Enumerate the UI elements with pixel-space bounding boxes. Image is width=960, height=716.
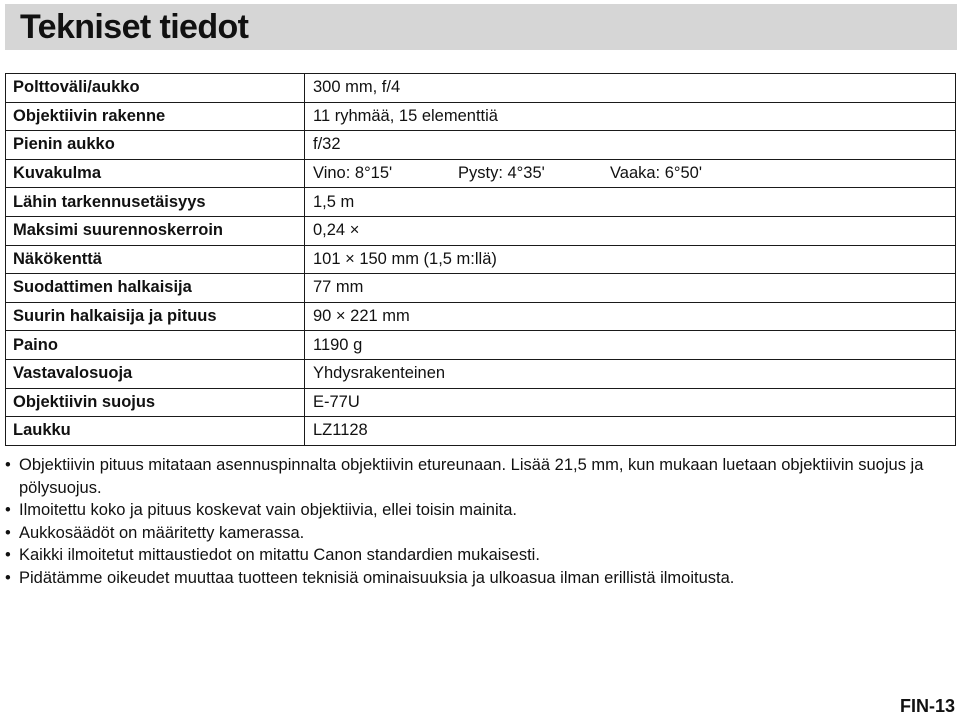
- spec-label: Näkökenttä: [6, 245, 305, 274]
- table-row: [6, 331, 956, 360]
- angle-horizontal: Vaaka: 6°50': [610, 164, 703, 183]
- spec-value: 0,24 ×: [305, 216, 956, 245]
- table-row: [6, 245, 956, 274]
- spec-value: Yhdysrakenteinen: [305, 359, 956, 388]
- table-row: [6, 131, 956, 160]
- table-row: [6, 102, 956, 131]
- table-row: [6, 74, 956, 103]
- spec-value: 101 × 150 mm (1,5 m:llä): [305, 245, 956, 274]
- spec-value: E-77U: [305, 388, 956, 417]
- spec-label: Objektiivin rakenne: [6, 102, 305, 131]
- bullet-icon: •: [5, 501, 11, 519]
- list-item: [5, 454, 955, 499]
- spec-value: 1190 g: [305, 331, 956, 360]
- spec-label: Pienin aukko: [6, 131, 305, 160]
- note-text: Objektiivin pituus mitataan asennuspinnalta objektiivin etureunaan. Lisää 21,5 mm, kun mukaan luetaan objektiivin suojus ja pölysuojus.: [19, 456, 924, 497]
- bullet-icon: •: [5, 546, 11, 564]
- table-row: [6, 274, 956, 303]
- list-item: [5, 544, 955, 567]
- spec-value: LZ1128: [305, 417, 956, 446]
- page-title: Tekniset tiedot: [20, 8, 249, 46]
- bullet-icon: •: [5, 456, 11, 474]
- spec-label: Lähin tarkennusetäisyys: [6, 188, 305, 217]
- table-row: [6, 302, 956, 331]
- spec-label: Paino: [6, 331, 305, 360]
- notes-list: [5, 454, 955, 589]
- spec-value: 300 mm, f/4: [305, 74, 956, 103]
- note-text: Kaikki ilmoitetut mittaustiedot on mitattu Canon standardien mukaisesti.: [19, 546, 540, 564]
- spec-label: Laukku: [6, 417, 305, 446]
- note-text: Aukkosäädöt on määritetty kamerassa.: [19, 523, 305, 542]
- angle-diagonal: Vino: 8°15': [313, 164, 393, 183]
- spec-label: Vastavalosuoja: [6, 359, 305, 388]
- bullet-icon: •: [5, 568, 11, 587]
- table-row: [6, 417, 956, 446]
- note-text: Pidätämme oikeudet muuttaa tuotteen teknisiä ominaisuuksia ja ulkoasua ilman erillistä ilmoitusta.: [19, 568, 735, 587]
- spec-value: 1,5 m: [305, 188, 956, 217]
- list-item: [5, 499, 955, 522]
- table-row: [6, 216, 956, 245]
- spec-value: 11 ryhmää, 15 elementtiä: [305, 102, 956, 131]
- list-item: [5, 567, 955, 590]
- angle-vertical: Pysty: 4°35': [458, 164, 545, 183]
- list-item: [5, 522, 955, 545]
- title-bar: [5, 4, 957, 50]
- spec-label: Maksimi suurennoskerroin: [6, 216, 305, 245]
- spec-value-angles: [305, 159, 956, 188]
- page-number: FIN-13: [899, 696, 955, 716]
- spec-label: Objektiivin suojus: [6, 388, 305, 417]
- spec-label: Suodattimen halkaisija: [6, 274, 305, 303]
- bullet-icon: •: [5, 523, 11, 542]
- table-row: [6, 388, 956, 417]
- note-text: Ilmoitettu koko ja pituus koskevat vain objektiivia, ellei toisin mainita.: [19, 501, 517, 519]
- table-row: [6, 188, 956, 217]
- spec-value: 77 mm: [305, 274, 956, 303]
- table-row: [6, 359, 956, 388]
- spec-value: f/32: [305, 131, 956, 160]
- spec-label: Polttoväli/aukko: [6, 74, 305, 103]
- spec-label: Suurin halkaisija ja pituus: [6, 302, 305, 331]
- spec-table: [5, 73, 956, 446]
- table-row: [6, 159, 956, 188]
- spec-label: Kuvakulma: [6, 159, 305, 188]
- spec-value: 90 × 221 mm: [305, 302, 956, 331]
